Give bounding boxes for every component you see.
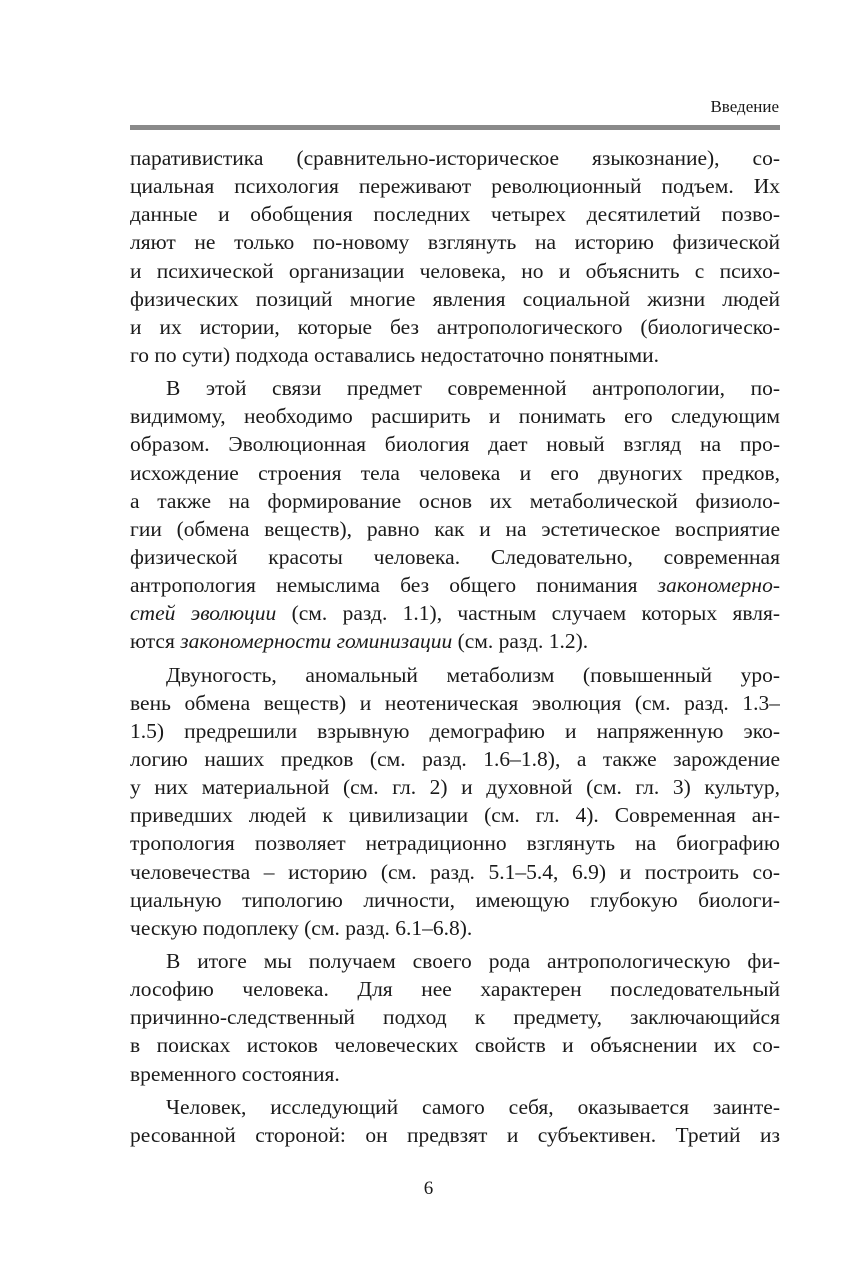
- text-line: а также на формирование основ их метаболической физиоло-: [130, 488, 780, 513]
- text-line: циальную типологию личности, имеющую глубокую биологи-: [130, 887, 780, 912]
- text-line: физической красоты человека. Следовательно, современная: [130, 544, 780, 569]
- text-line: ресованной стороной: он предвзят и субъективен. Третий из: [130, 1122, 780, 1147]
- text-line: циальная психология переживают революционный подъем. Их: [130, 174, 780, 199]
- text-line: лософию человека. Для нее характерен последовательный: [130, 977, 780, 1002]
- text-line: Двуногость, аномальный метаболизм (повышенный уро-: [166, 662, 780, 687]
- text-line: [130, 571, 780, 599]
- text-line: ческую подоплеку (см. разд. 6.1–6.8).: [130, 915, 473, 940]
- italic-term: закономерности гоминизации: [180, 629, 453, 654]
- text-run: (см. разд. 1.1), частным случаем которых явля-: [276, 601, 780, 626]
- page-number: 6: [423, 1178, 434, 1199]
- text-line: в поисках истоков человеческих свойств и объяснении их со-: [130, 1033, 780, 1058]
- italic-term: стей эволюции: [130, 601, 277, 626]
- text-line: вень обмена веществ) и неотеническая эволюция (см. разд. 1.3–: [130, 690, 780, 715]
- text-line: гии (обмена веществ), равно как и на эстетическое восприятие: [130, 516, 780, 541]
- text-line: тропология позволяет нетрадиционно взглянуть на биографию: [130, 831, 780, 856]
- text-line: исхождение строения тела человека и его двуногих предков,: [130, 460, 780, 485]
- text-line: [130, 627, 780, 655]
- text-line: логию наших предков (см. разд. 1.6–1.8), а также зарождение: [130, 746, 780, 771]
- text-line: го по сути) подхода оставались недостаточно понятными.: [130, 342, 659, 367]
- text-line: паративистика (сравнительно-историческое языкознание), со-: [130, 146, 780, 170]
- text-line: физических позиций многие явления социальной жизни людей: [130, 286, 780, 311]
- text-line: 1.5) предрешили взрывную демографию и напряженную эко-: [130, 718, 780, 743]
- text-line: В итоге мы получаем своего рода антропологическую фи-: [166, 948, 780, 973]
- text-line: у них материальной (см. гл. 2) и духовной (см. гл. 3) культур,: [130, 775, 780, 800]
- text-line: Человек, исследующий самого себя, оказывается заинте-: [166, 1094, 780, 1119]
- text-line: и психической организации человека, но и объяснить с психо-: [130, 258, 780, 283]
- text-run: (см. разд. 1.2).: [452, 629, 589, 654]
- text-line: образом. Эволюционная биология дает новый взгляд на про-: [130, 432, 780, 457]
- text-line: и их истории, которые без антропологического (биологическо-: [130, 314, 780, 339]
- italic-term: закономерно-: [657, 573, 780, 598]
- text-line: ляют не только по-новому взглянуть на историю физической: [130, 230, 780, 255]
- text-line: В этой связи предмет современной антропологии, по-: [166, 376, 780, 401]
- text-line: временного состояния.: [130, 1061, 340, 1086]
- text-line: приведших людей к цивилизации (см. гл. 4). Современная ан-: [130, 803, 780, 828]
- text-line: видимому, необходимо расширить и понимать его следующим: [130, 404, 780, 429]
- text-line: данные и обобщения последних четырех десятилетий позво-: [130, 202, 780, 227]
- text-run: ются: [130, 629, 181, 654]
- running-head: Введение: [710, 97, 779, 116]
- text-run: антропология немыслима без общего понимания: [130, 573, 658, 598]
- text-line: причинно-следственный подход к предмету, заключающийся: [130, 1005, 780, 1030]
- text-line: [130, 599, 780, 627]
- body-text: [130, 144, 780, 1149]
- text-line: человечества – историю (см. разд. 5.1–5.4, 6.9) и построить со-: [130, 859, 780, 884]
- header-rule: [130, 125, 780, 130]
